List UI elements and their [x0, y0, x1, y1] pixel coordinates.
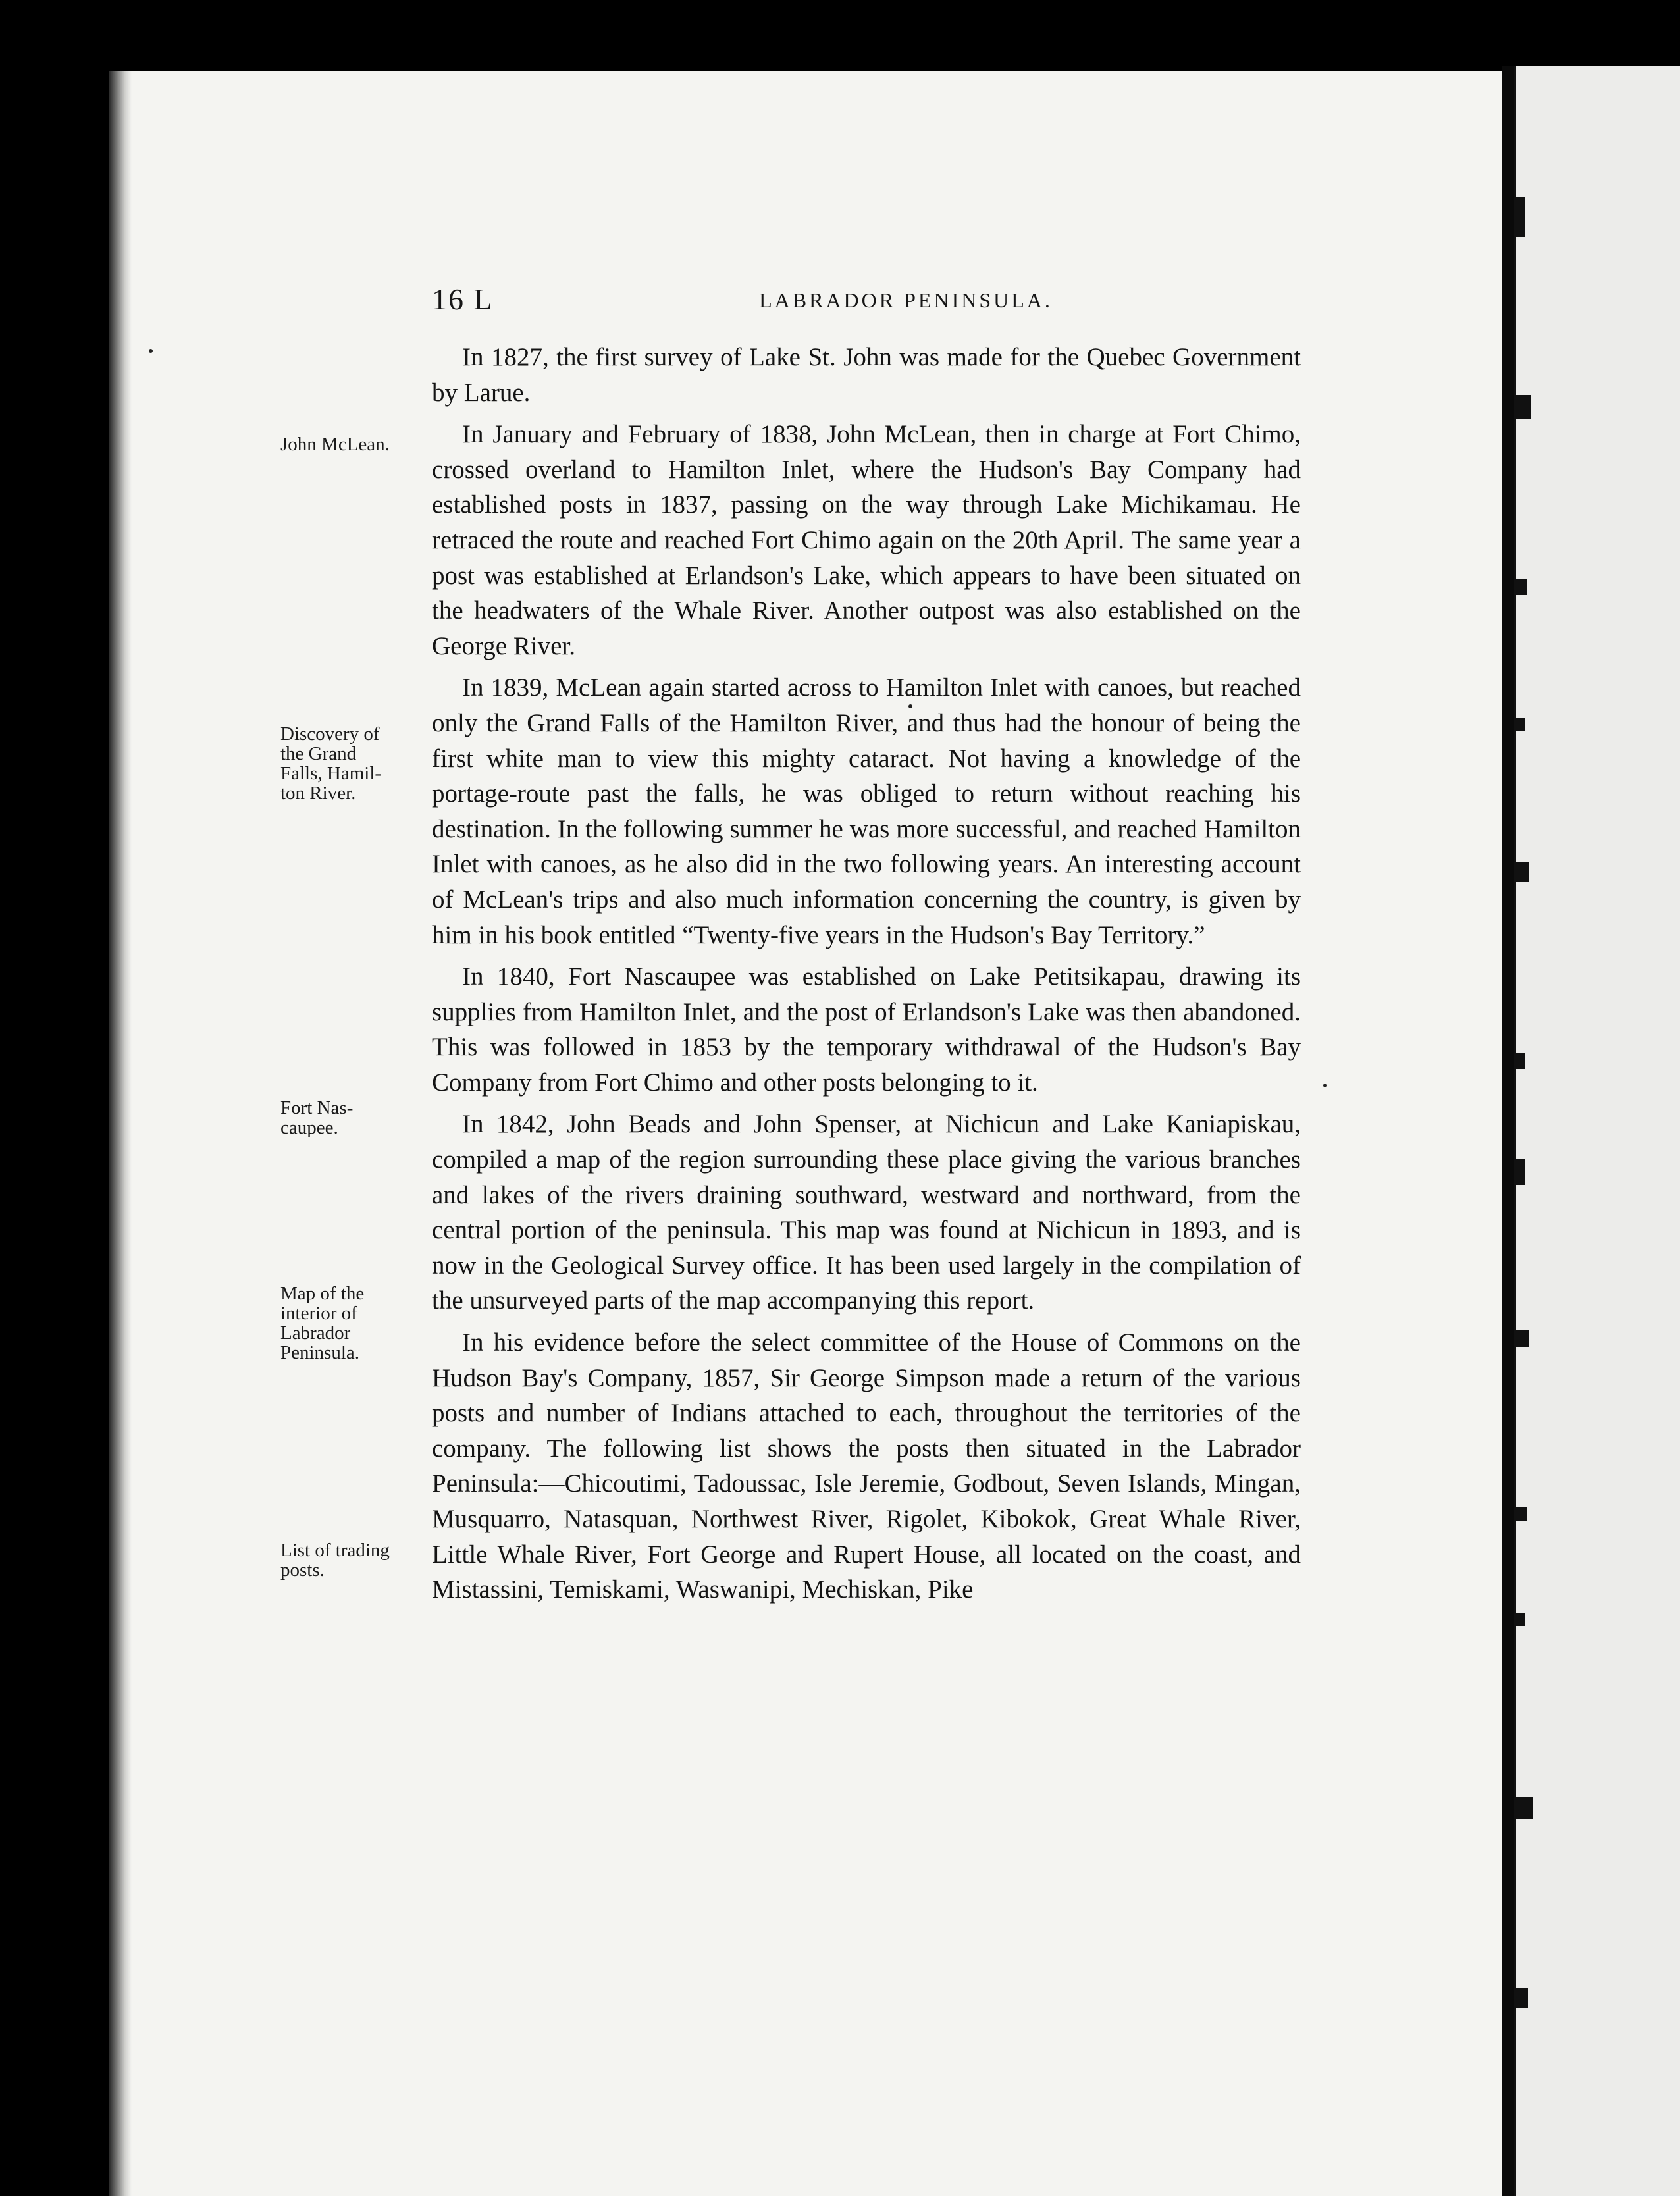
sidenote-trading-posts: List of trading posts. [280, 1540, 390, 1581]
sidenote-map-interior: Map of the interior of Labrador Peninsula. [280, 1283, 365, 1363]
paragraph-grand-falls-1839: In 1839, McLean again started across to Hamilton Inlet with canoes, but reached only the Grand Falls of the Hamilton River, and thus had the honour of being the first white man to view this mighty cataract. Not having a knowledge of the portage-route past the falls, he was obliged to return without reaching his destination. In the following summer he was more successful, and reached Hamilton Inlet with canoes, as he also did in the two following years. An interesting account of McLean's trips and also much information concerning the country, is given by him in his book entitled “Twenty-five years in the Hudson's Bay Territory.” [432, 673, 1301, 949]
paragraph-map-1842: In 1842, John Beads and John Spenser, at Nichicun and Lake Kaniapiskau, compiled a map of the region surrounding these place giving the various branches and lakes of the rivers draining southward, westward and northward, from the central portion of the peninsula. This map was found at Nichicun in 1893, and is now in the Geological Survey office. It has been used largely in the compilation of the unsurveyed parts of the map accompanying this report. [432, 1110, 1301, 1315]
sidenote-john-mclean: John McLean. [280, 434, 390, 455]
paragraph-lake-st-john: In 1827, the first survey of Lake St. John was made for the Quebec Government by Larue. [432, 343, 1301, 407]
sidenote-fort-nascaupee: Fort Nas- caupee. [280, 1097, 354, 1138]
paragraph-trading-posts-1857: In his evidence before the select committee of the House of Commons on the Hudson Bay's Company, 1857, Sir George Simpson made a return of the various posts and number of Indians attached to each, throughout the territories of the company. The following list shows the posts then situated in the Labrador Peninsula:—Chicoutimi, Tadoussac, Isle Jeremie, Godbout, Seven Islands, Mingan, Musquarro, Natasquan, Northwest River, Rigolet, Kibokok, Great Whale River, Little Whale River, Fort George and Rupert House, all located on the coast, and Mistassini, Temiskami, Waswanipi, Mechiskan, Pike [432, 1328, 1301, 1604]
page-header [432, 282, 1301, 321]
scan-speck [1323, 1084, 1327, 1087]
sidenote-grand-falls: Discovery of the Grand Falls, Hamil- ton River. [280, 723, 382, 804]
scan-speck [149, 349, 153, 353]
paragraph-fort-nascaupee-1840: In 1840, Fort Nascaupee was established on Lake Petitsikapau, drawing its supplies from Hamilton Inlet, and the post of Erlandson's Lake was then abandoned. This was followed in 1853 by the temporary withdrawal of the Hudson's Bay Company from Fort Chimo and other posts belonging to it. [432, 962, 1301, 1097]
body-text [432, 340, 1301, 1608]
facing-page-edge [1514, 66, 1680, 2196]
running-head: LABRADOR PENINSULA. [759, 288, 1053, 312]
page-edge-shadow [109, 71, 132, 2196]
binding-gutter [1502, 66, 1514, 2196]
page-number: 16 L [432, 282, 494, 316]
paragraph-mclean-1838: In January and February of 1838, John McLean, then in charge at Fort Chimo, crossed overland to Hamilton Inlet, where the Hudson's Bay Company had established posts in 1837, passing on the way through Lake Michikamau. He retraced the route and reached Fort Chimo again on the 20th April. The same year a post was established at Erlandson's Lake, which appears to have been situated on the headwaters of the Whale River. Another outpost was also established on the George River. [432, 420, 1301, 660]
